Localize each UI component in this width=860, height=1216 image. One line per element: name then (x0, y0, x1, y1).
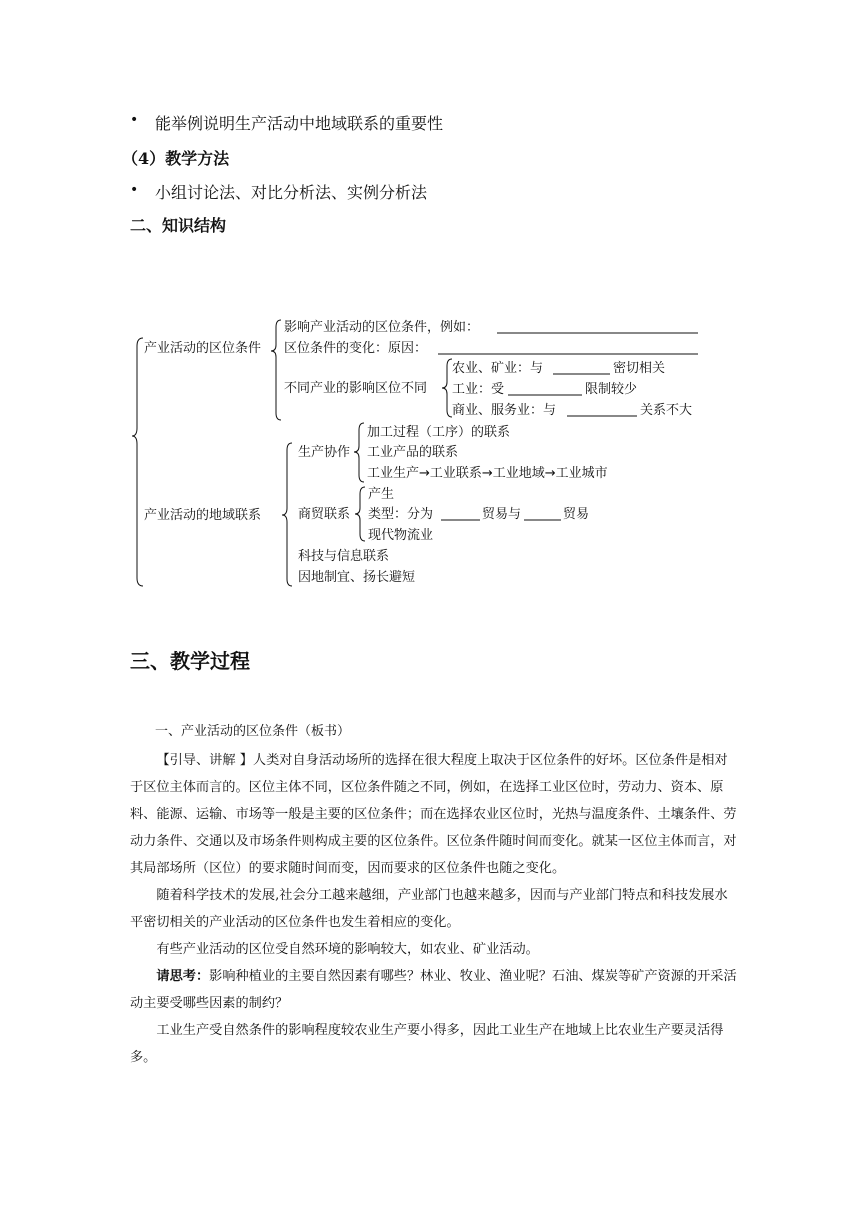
node-modern-logistics: 现代物流业 (368, 528, 434, 543)
objective-item: 能举例说明生产活动中地域联系的重要性 (155, 114, 444, 133)
node-commerce-tail: 关系不大 (640, 403, 693, 418)
node-industry: 工业：受 (452, 382, 505, 397)
paragraph (130, 882, 738, 936)
node-local-conditions: 因地制宜、扬长避短 (298, 570, 416, 585)
methods-heading: （4）教学方法 (122, 149, 230, 168)
paragraph-text: 影响种植业的主要自然因素有哪些？林业、牧业、渔业呢？石油、煤炭等矿产资源的开采活动主要受哪些因素的制约？ (130, 969, 737, 1011)
paragraph-lead: 【引导、讲解 】 (156, 753, 253, 768)
node-regional-links: 产业活动的地域联系 (144, 508, 262, 523)
process-heading: 三、教学过程 (130, 649, 250, 673)
methods-item: 小组讨论法、对比分析法、实例分析法 (155, 183, 428, 202)
paragraph-text: 随着科学技术的发展,社会分工越来越细，产业部门也越来越多，因而与产业部门特点和科技发展水平密切相关的产业活动的区位条件也发生着相应的变化。 (130, 888, 728, 930)
paragraph (130, 747, 738, 882)
paragraph (130, 963, 738, 1017)
brace-location (271, 320, 281, 420)
node-agri-mining-tail: 密切相关 (613, 361, 666, 376)
node-trade-origin: 产生 (368, 487, 395, 502)
paragraph-lead: 请思考： (156, 969, 210, 984)
brace-cooperation (354, 423, 364, 482)
node-industry-chain: 工业生产→工业联系→工业地域→工业城市 (367, 466, 608, 481)
brace-trade (355, 487, 365, 541)
paragraph-text: 有些产业活动的区位受自然环境的影响较大，如农业、矿业活动。 (156, 942, 539, 957)
node-agri-mining: 农业、矿业：与 (452, 361, 544, 376)
node-trade-types: 类型：分为 (368, 507, 434, 522)
node-trade-links: 商贸联系 (298, 507, 351, 522)
body-text (130, 747, 738, 1071)
node-different-industries: 不同产业的影响区位不同 (284, 381, 428, 396)
node-trade-types-mid: 贸易与 (482, 507, 522, 522)
node-trade-types-tail: 贸易 (563, 507, 590, 522)
node-process-link: 加工过程（工序）的联系 (367, 425, 511, 440)
node-product-link: 工业产品的联系 (367, 445, 459, 460)
brace-links (282, 443, 292, 586)
node-tech-info: 科技与信息联系 (298, 549, 390, 564)
paragraph-text: 工业生产受自然条件的影响程度较农业生产要小得多，因此工业生产在地域上比农业生产要灵活得多。 (130, 1023, 724, 1065)
node-influence-example: 影响产业活动的区位条件，例如： (284, 320, 480, 335)
node-location-conditions: 产业活动的区位条件 (144, 341, 262, 356)
paragraph (130, 1017, 738, 1071)
node-industry-tail: 限制较少 (585, 382, 638, 397)
node-production-cooperation: 生产协作 (298, 445, 351, 460)
node-commerce: 商业、服务业：与 (452, 403, 557, 418)
section-title: 一、产业活动的区位条件（板书） (155, 724, 351, 739)
paragraph (130, 936, 738, 963)
main-brace (132, 338, 143, 586)
bullet-marker: • (130, 182, 139, 198)
paragraph-text: 人类对自身活动场所的选择在很大程度上取决于区位条件的好坏。区位条件是相对于区位主体而言的。区位主体不同，区位条件随之不同，例如，在选择工业区位时，劳动力、资本、原料、能源、运输、市场等一般是主要的区位条件；而在选择农业区位时，光热与温度条件、土壤条件、劳动力条件、交通以及市场条件则构成主要的区位条件。区位条件随时间而变化。就某一区位主体而言，对其局部场所（区位）的要求随时间而变，因而要求的区位条件也随之变化。 (130, 753, 737, 876)
brace-industries (442, 359, 452, 417)
knowledge-heading: 二、知识结构 (130, 216, 227, 235)
bullet-marker: • (130, 112, 139, 128)
node-condition-change: 区位条件的变化：原因： (284, 341, 428, 356)
